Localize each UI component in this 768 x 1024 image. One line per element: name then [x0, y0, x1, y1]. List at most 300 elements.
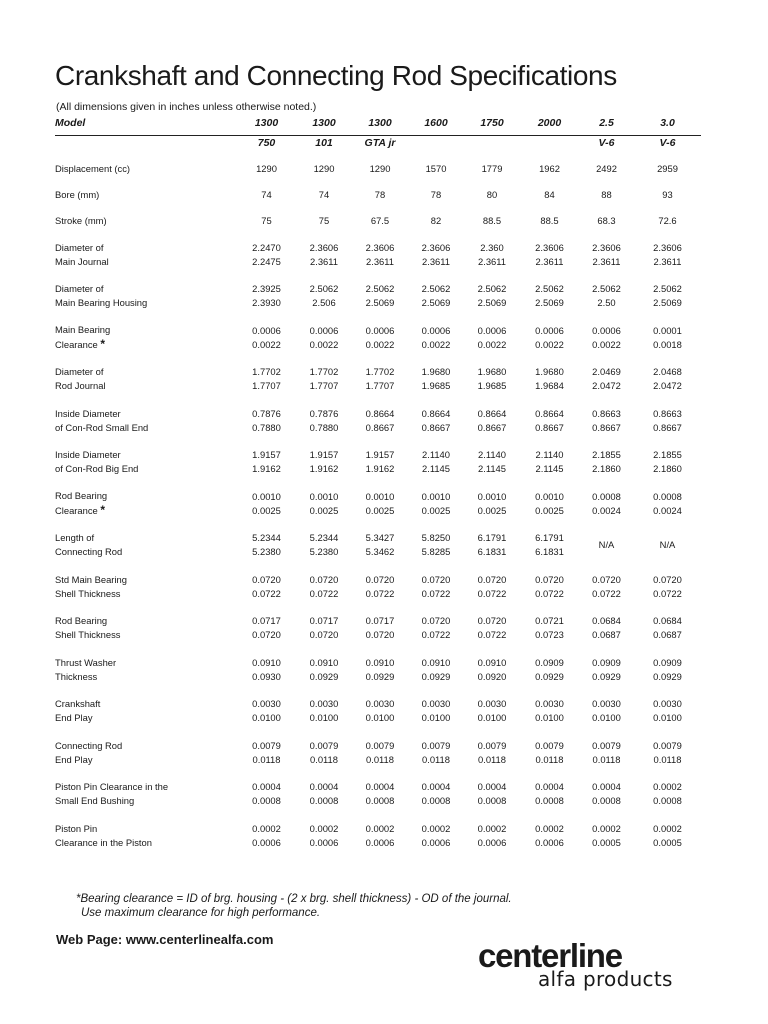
value-cell: [408, 400, 464, 442]
value-cell: [237, 774, 296, 816]
asterisk-mark: *: [100, 503, 106, 518]
value-line: 1779: [481, 163, 503, 174]
value-line: 2.1140: [478, 449, 506, 461]
value-line: 2.3606: [592, 241, 621, 253]
value-line: 0.0002: [477, 822, 507, 834]
value-cell: [296, 400, 352, 442]
value-line: 2.1855: [653, 449, 682, 461]
spec-label-line: of Con-Rod Small End: [55, 421, 149, 433]
value-line: 0.0006: [309, 324, 339, 336]
value-line: 2.1855: [592, 449, 621, 461]
value-line: N/A: [598, 539, 615, 551]
value-cell: [579, 359, 634, 401]
value-cell: [579, 815, 634, 857]
spec-label-line: Inside Diameter: [55, 449, 121, 461]
value-line: 1.9162: [309, 463, 339, 475]
value-line: 88.5: [540, 215, 559, 226]
value-line: 0.0687: [592, 629, 621, 641]
value-cell: [352, 566, 408, 608]
value-line: 0.0010: [365, 490, 395, 502]
value-line: 0.0025: [365, 504, 395, 516]
footnote-line-1: *Bearing clearance = ID of brg. housing - (2 x brg. shell thickness) - OD of the journal.: [76, 893, 512, 905]
value-line: 0.0030: [535, 698, 564, 710]
value-cell: [237, 691, 296, 733]
value-line: 0.0002: [592, 822, 621, 834]
value-line: 0.8663: [653, 407, 682, 419]
value-line: 2.5069: [535, 297, 564, 309]
value-cell: [634, 182, 701, 208]
value-cell: [634, 483, 701, 525]
value-line: 0.0910: [252, 656, 281, 668]
model-header-cell: 1300: [237, 116, 296, 136]
value-cell: [634, 156, 701, 182]
value-line: 0.0079: [421, 739, 451, 751]
value-cell: [408, 649, 464, 691]
value-line: 2.5069: [653, 297, 682, 309]
value-line: 0.0006: [252, 836, 281, 848]
value-line: 2.1145: [422, 463, 450, 475]
value-cell: [296, 649, 352, 691]
value-cell: [464, 815, 520, 857]
value-line: 0.0010: [535, 490, 564, 502]
spec-label-line: Clearance: [55, 505, 98, 517]
model-header-cell: 1600: [408, 116, 464, 136]
value-line: 0.7876: [309, 407, 339, 419]
value-line: 0.0720: [535, 573, 564, 585]
value-line: 2.1145: [535, 463, 564, 475]
value-line: 0.0006: [535, 836, 564, 848]
value-line: 0.0010: [477, 490, 507, 502]
spec-label-cell: [55, 442, 237, 484]
value-line: 0.0684: [592, 615, 621, 627]
value-line: 1.7702: [252, 366, 281, 378]
value-line: 0.0100: [477, 712, 507, 724]
value-line: 0.0030: [477, 698, 507, 710]
value-line: 1.9162: [365, 463, 395, 475]
table-row: [55, 815, 701, 857]
table-row: [55, 525, 701, 567]
value-cell: [579, 400, 634, 442]
table-row: [55, 774, 701, 816]
spec-label-line: Std Main Bearing: [55, 573, 127, 585]
value-cell: [464, 442, 520, 484]
value-line: 78: [430, 189, 442, 200]
value-line: 0.0004: [252, 781, 281, 793]
value-line: 0.0723: [535, 629, 564, 641]
value-cell: [408, 234, 464, 276]
value-line: 2.1860: [592, 463, 621, 475]
value-line: 2.2470: [252, 241, 281, 253]
value-cell: [520, 234, 579, 276]
value-line: 1.7707: [252, 380, 281, 392]
model-header-cell: V-6: [659, 137, 676, 149]
value-line: 0.0002: [535, 822, 564, 834]
value-line: 1290: [313, 163, 335, 174]
spec-label-line: Displacement (cc): [55, 163, 131, 174]
value-line: 2.3611: [653, 255, 682, 267]
value-cell: [464, 732, 520, 774]
value-line: 0.0002: [653, 822, 682, 834]
value-line: 0.0018: [653, 338, 682, 350]
spec-label-line: Rod Bearing: [55, 615, 108, 627]
value-line: 0.0022: [365, 338, 395, 350]
model-header-cell: 2.5: [579, 116, 634, 136]
value-cell: [237, 400, 296, 442]
value-line: 88: [601, 189, 612, 200]
value-line: 2.0472: [653, 380, 682, 392]
web-page-link[interactable]: Web Page: www.centerlinealfa.com: [56, 932, 274, 947]
value-line: 0.0022: [252, 338, 281, 350]
spec-label-line: Connecting Rod: [55, 546, 123, 558]
value-cell: [352, 691, 408, 733]
model-header-cell: 2000: [520, 116, 579, 136]
value-line: 0.0909: [535, 656, 564, 668]
value-line: 2.1860: [653, 463, 682, 475]
value-line: 2.3611: [478, 255, 506, 267]
value-line: 1.9680: [535, 366, 564, 378]
value-cell: [237, 815, 296, 857]
value-cell: [352, 208, 408, 234]
spec-label-cell: [55, 208, 237, 234]
value-cell: [464, 234, 520, 276]
value-line: 0.0025: [477, 504, 507, 516]
value-cell: [520, 566, 579, 608]
value-line: 0.8667: [653, 421, 682, 433]
value-cell: [520, 400, 579, 442]
spec-label-line: Main Bearing Housing: [55, 297, 148, 309]
value-line: 0.0022: [592, 338, 621, 350]
value-line: 0.0079: [477, 739, 507, 751]
value-line: 0.0030: [421, 698, 451, 710]
spec-label-line: Main Journal: [55, 255, 109, 267]
value-cell: [579, 208, 634, 234]
value-line: 5.8285: [421, 546, 451, 558]
value-line: 0.0687: [653, 629, 682, 641]
value-line: 0.0025: [309, 504, 339, 516]
value-cell: [237, 317, 296, 359]
value-line: 0.0721: [535, 615, 564, 627]
value-line: 0.0720: [309, 573, 339, 585]
spec-label-line: Piston Pin: [55, 822, 98, 834]
value-line: 0.0022: [421, 338, 451, 350]
value-line: 0.0720: [477, 615, 507, 627]
value-cell: [296, 442, 352, 484]
value-line: 2959: [657, 163, 678, 174]
value-line: 0.0722: [477, 629, 507, 641]
value-line: 5.2380: [309, 546, 339, 558]
value-line: 1.9685: [477, 380, 507, 392]
value-line: 0.0022: [535, 338, 564, 350]
value-line: 0.0006: [477, 836, 507, 848]
spec-label-cell: [55, 317, 237, 359]
spec-label-cell: [55, 608, 237, 650]
value-line: 0.0722: [309, 587, 339, 599]
spec-label-line-wrap: [55, 337, 237, 352]
value-line: 67.5: [370, 215, 390, 226]
value-cell: [237, 649, 296, 691]
value-cell: [579, 691, 634, 733]
value-line: 0.8664: [477, 407, 507, 419]
value-cell: [296, 525, 352, 567]
value-line: 2.5069: [365, 297, 395, 309]
value-line: 0.0910: [309, 656, 339, 668]
value-line: 0.0030: [592, 698, 621, 710]
value-cell: [520, 649, 579, 691]
value-cell: [579, 566, 634, 608]
value-line: 0.0010: [252, 490, 281, 502]
value-line: 0.0002: [365, 822, 395, 834]
value-cell: [634, 774, 701, 816]
value-cell: [634, 608, 701, 650]
value-cell: [296, 276, 352, 318]
value-cell: [579, 234, 634, 276]
spec-label-cell: [55, 815, 237, 857]
value-line: 0.0002: [653, 781, 682, 793]
value-line: 0.0006: [252, 324, 281, 336]
value-line: 0.0118: [478, 753, 506, 765]
value-line: 1.7702: [365, 366, 395, 378]
value-line: 2.5062: [309, 283, 339, 295]
value-line: 0.0008: [653, 795, 682, 807]
value-line: 0.0006: [592, 324, 621, 336]
value-line: 2.3611: [592, 255, 621, 267]
value-cell: [408, 608, 464, 650]
value-line: 0.0722: [535, 587, 564, 599]
value-cell: [579, 276, 634, 318]
value-cell: [237, 732, 296, 774]
value-line: 84: [544, 189, 555, 200]
value-cell: [296, 566, 352, 608]
model-header-cell: 1300: [352, 116, 408, 136]
value-cell: [237, 182, 296, 208]
value-line: 0.0008: [365, 795, 395, 807]
value-cell: [579, 774, 634, 816]
model-header-cell: 101: [315, 137, 333, 149]
value-cell: [520, 525, 579, 567]
value-line: 0.8667: [477, 421, 507, 433]
value-cell: [634, 234, 701, 276]
value-line: 1.9684: [535, 380, 564, 392]
value-line: 2.3611: [535, 255, 564, 267]
value-line: 0.0025: [421, 504, 451, 516]
value-cell: [464, 400, 520, 442]
value-cell: [464, 359, 520, 401]
value-cell: [520, 182, 579, 208]
value-line: 0.0930: [252, 670, 281, 682]
value-line: 0.0008: [309, 795, 339, 807]
value-cell: [408, 525, 464, 567]
value-line: 0.0004: [477, 781, 507, 793]
model-header-cell: [464, 136, 520, 157]
value-line: 0.0910: [421, 656, 451, 668]
spec-label-cell: [55, 566, 237, 608]
value-cell: [520, 359, 579, 401]
value-line: 0.0100: [592, 712, 621, 724]
value-line: 0.0006: [477, 324, 507, 336]
value-cell: [464, 566, 520, 608]
value-line: 2.3606: [653, 241, 682, 253]
value-line: 0.0002: [252, 822, 281, 834]
value-cell: [352, 234, 408, 276]
value-cell: [237, 234, 296, 276]
value-line: 0.0118: [252, 753, 281, 765]
value-line: 2.1140: [535, 449, 564, 461]
spec-label-line: Stroke (mm): [55, 215, 107, 226]
value-line: 6.1791: [535, 532, 564, 544]
value-line: 5.2380: [252, 546, 281, 558]
value-line: 0.0100: [653, 712, 682, 724]
value-cell: [634, 649, 701, 691]
value-line: 1.9157: [365, 449, 395, 461]
value-line: 0.0006: [365, 836, 395, 848]
value-cell: [579, 483, 634, 525]
spec-label-line: End Play: [55, 712, 93, 724]
value-line: 2.3606: [535, 241, 564, 253]
value-cell: [296, 483, 352, 525]
spec-label-cell: [55, 359, 237, 401]
value-cell: [408, 483, 464, 525]
value-cell: [520, 317, 579, 359]
value-cell: [352, 525, 408, 567]
value-cell: [464, 691, 520, 733]
value-line: 0.0079: [592, 739, 621, 751]
value-cell: [237, 442, 296, 484]
spec-label-line: Diameter of: [55, 241, 104, 253]
value-line: 0.0004: [421, 781, 451, 793]
value-cell: [352, 276, 408, 318]
value-line: 1290: [369, 163, 391, 174]
value-line: 0.0008: [592, 490, 621, 502]
value-cell: [634, 525, 701, 567]
spec-label-cell: [55, 276, 237, 318]
value-cell: [408, 208, 464, 234]
logo-tagline: alfa products: [538, 967, 673, 991]
spec-label-cell: [55, 156, 237, 182]
value-line: 2.0472: [592, 380, 621, 392]
spec-label-line: Rod Bearing: [55, 490, 108, 502]
value-line: 1.9157: [309, 449, 339, 461]
value-cell: [296, 691, 352, 733]
value-line: 0.0030: [653, 698, 682, 710]
value-line: 0.0022: [477, 338, 507, 350]
value-line: 0.0720: [653, 573, 682, 585]
value-line: 93: [662, 189, 673, 200]
value-line: 2.3611: [366, 255, 394, 267]
value-line: 0.0929: [365, 670, 395, 682]
value-line: 0.0025: [252, 504, 281, 516]
value-line: N/A: [659, 539, 676, 551]
value-line: 0.0002: [309, 822, 339, 834]
spec-label-cell: [55, 649, 237, 691]
value-line: 2.2475: [252, 255, 281, 267]
model-header-cell: 1300: [296, 116, 352, 136]
value-line: 0.0929: [421, 670, 451, 682]
value-line: 2.5062: [477, 283, 507, 295]
value-line: 0.0008: [421, 795, 451, 807]
table-row: [55, 649, 701, 691]
value-line: 0.0722: [365, 587, 395, 599]
value-line: 2.3606: [365, 241, 395, 253]
value-cell: [520, 208, 579, 234]
value-line: 1.9685: [421, 380, 451, 392]
value-cell: [296, 732, 352, 774]
spec-label-line-wrap: [55, 503, 237, 518]
value-cell: [296, 317, 352, 359]
value-line: 2.506: [312, 297, 336, 309]
value-cell: [520, 774, 579, 816]
table-row: [55, 400, 701, 442]
table-row: [55, 234, 701, 276]
value-line: 2.5062: [535, 283, 564, 295]
value-line: 0.8664: [365, 407, 395, 419]
value-cell: [352, 156, 408, 182]
value-line: 0.0008: [477, 795, 507, 807]
value-line: 0.0079: [653, 739, 682, 751]
value-cell: [464, 276, 520, 318]
table-row: [55, 317, 701, 359]
model-header-cell: 1750: [464, 116, 520, 136]
spec-label-line: Inside Diameter: [55, 407, 121, 419]
model-label-cell: Model: [55, 116, 237, 136]
value-line: 2.5069: [477, 297, 507, 309]
value-cell: [464, 182, 520, 208]
value-line: 72.6: [658, 215, 677, 226]
value-line: 0.0722: [252, 587, 281, 599]
value-line: 1.9162: [252, 463, 281, 475]
value-cell: [634, 815, 701, 857]
units-note: (All dimensions given in inches unless otherwise noted.): [56, 101, 317, 113]
value-line: 0.0006: [421, 324, 451, 336]
value-cell: [296, 608, 352, 650]
spec-label-line: Crankshaft: [55, 698, 101, 710]
value-line: 2.0468: [653, 366, 682, 378]
value-line: 2.3606: [421, 241, 451, 253]
value-cell: [352, 400, 408, 442]
value-cell: [352, 732, 408, 774]
value-line: 0.0118: [653, 753, 682, 765]
value-line: 0.0001: [653, 324, 682, 336]
value-cell: [464, 774, 520, 816]
value-line: 1.9680: [477, 366, 507, 378]
value-line: 0.8664: [421, 407, 451, 419]
table-row: [55, 156, 701, 182]
value-line: 2.360: [480, 241, 504, 253]
footnote-line-2: Use maximum clearance for high performance.: [81, 907, 321, 919]
value-cell: [464, 608, 520, 650]
value-line: 75: [261, 215, 272, 226]
value-line: 0.0720: [365, 629, 395, 641]
value-line: 75: [318, 215, 330, 226]
value-line: 0.0004: [535, 781, 564, 793]
value-cell: [408, 691, 464, 733]
value-line: 0.0010: [421, 490, 451, 502]
value-cell: [408, 815, 464, 857]
value-cell: [634, 400, 701, 442]
value-line: 2.5062: [653, 283, 682, 295]
value-cell: [296, 774, 352, 816]
value-cell: [579, 608, 634, 650]
value-cell: [520, 156, 579, 182]
value-line: 1.9680: [421, 366, 451, 378]
value-line: 78: [374, 189, 386, 200]
spec-table: [55, 116, 701, 857]
model-label-cell: [55, 136, 237, 157]
value-line: 80: [486, 189, 498, 200]
value-line: 0.0118: [310, 753, 338, 765]
value-cell: [408, 774, 464, 816]
value-cell: [352, 483, 408, 525]
value-line: 2.1140: [422, 449, 450, 461]
